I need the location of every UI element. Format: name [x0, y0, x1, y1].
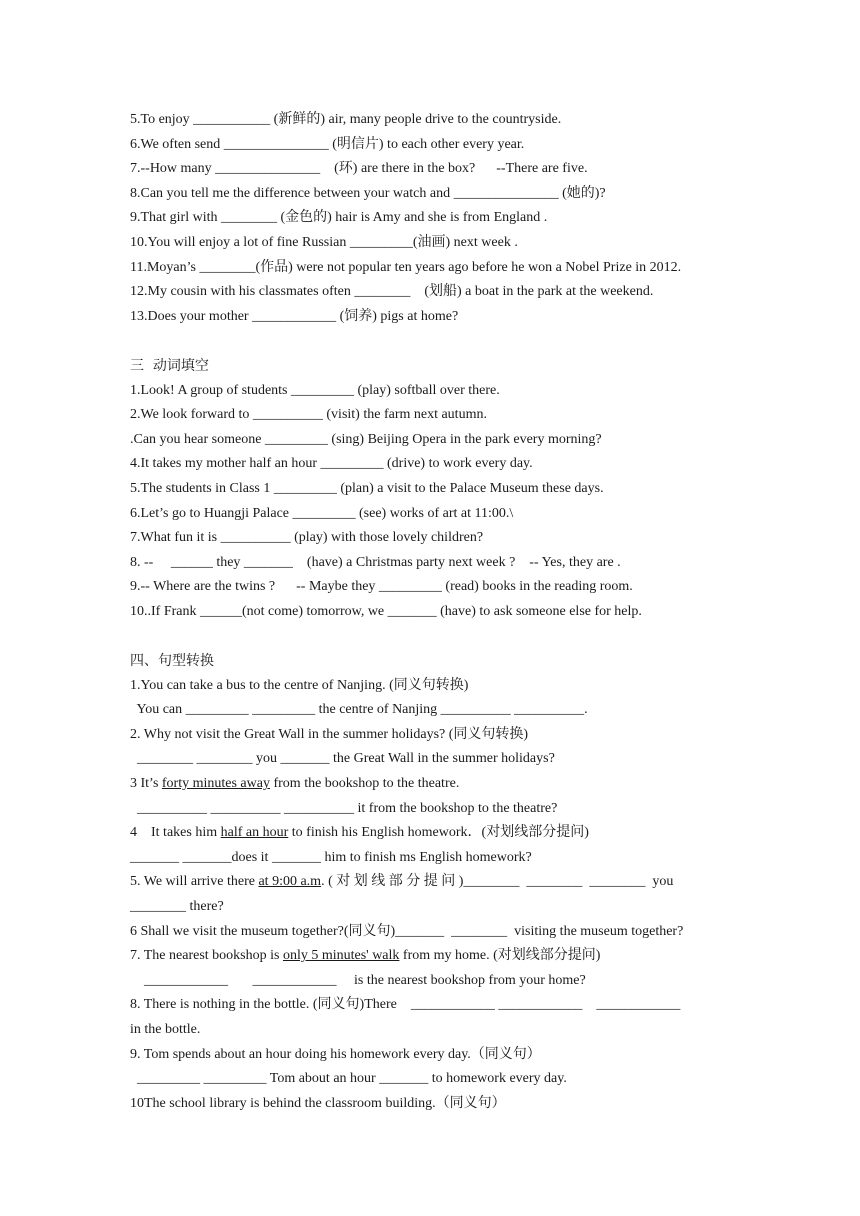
section-4-title: 四、句型转换 — [130, 653, 214, 670]
exercise-line: 13.Does your mother ____________ (饲养) pigs at home? — [130, 308, 459, 324]
text: from my home. (对划线部分提问) — [399, 948, 601, 964]
exercise-line: 5.The students in Class 1 _________ (plan) a visit to the Palace Museum these days. — [130, 480, 604, 496]
text: 3 It’s — [130, 776, 162, 792]
exercise-line: 6.Let’s go to Huangji Palace _________ (see) works of art at 11:00.\ — [130, 505, 514, 521]
section-4-list — [130, 674, 730, 1117]
text: 4 It takes him — [130, 825, 221, 841]
section-2-list — [130, 108, 730, 329]
exercise-line: 6.We often send _______________ (明信片) to each other every year. — [130, 136, 525, 152]
answer-line: in the bottle. — [130, 1021, 201, 1037]
exercise-line: 6 Shall we visit the museum together?(同义句)_______ ________ visiting the museum together? — [130, 923, 684, 939]
exercise-line: 12.My cousin with his classmates often ________ (划船) a boat in the park at the weekend. — [130, 284, 654, 300]
answer-line: ________ there? — [130, 899, 224, 914]
exercise-line: 1.Look! A group of students _________ (play) softball over there. — [130, 382, 500, 398]
text: . ( 对 划 线 部 分 提 问 )________ ________ ________ you — [321, 874, 674, 890]
spacer — [130, 329, 730, 354]
exercise-line: 10.You will enjoy a lot of fine Russian _________(油画) next week . — [130, 234, 518, 250]
underlined-phrase: at 9:00 a.m — [258, 874, 322, 890]
exercise-line: 5.To enjoy ___________ (新鲜的) air, many people drive to the countryside. — [130, 112, 562, 127]
text: to finish his English homework．(对划线部分提问) — [288, 825, 589, 841]
exercise-line — [130, 944, 730, 969]
exercise-line: 10..If Frank ______(not come) tomorrow, we _______ (have) to ask someone else for help. — [130, 603, 642, 619]
answer-line: ________ ________ you _______ the Great Wall in the summer holidays? — [130, 751, 555, 767]
exercise-line — [130, 772, 730, 797]
text: 5. We will arrive there — [130, 874, 259, 890]
text: from the bookshop to the theatre. — [269, 776, 460, 792]
exercise-line: 9.-- Where are the twins ? -- Maybe they _________ (read) books in the reading room. — [130, 579, 633, 595]
answer-line: _________ _________ Tom about an hour _______ to homework every day. — [130, 1071, 567, 1087]
exercise-line: 4.It takes my mother half an hour _________ (drive) to work every day. — [130, 456, 533, 472]
exercise-line: 11.Moyan’s ________(作品) were not popular ten years ago before he won a Nobel Prize in 2012. — [130, 259, 682, 275]
section-3-title: 三 动词填空 — [130, 357, 209, 374]
answer-line: ____________ ____________ is the nearest bookshop from your home? — [130, 972, 586, 988]
worksheet-page — [130, 108, 730, 1116]
exercise-line: 2.We look forward to __________ (visit) the farm next autumn. — [130, 407, 487, 423]
answer-line: __________ __________ __________ it from the bookshop to the theatre? — [130, 800, 558, 816]
exercise-line: .Can you hear someone _________ (sing) Beijing Opera in the park every morning? — [130, 431, 602, 447]
exercise-line: 8. There is nothing in the bottle. (同义句)There ____________ ____________ ____________ — [130, 997, 681, 1013]
underlined-phrase: forty minutes away — [161, 776, 270, 792]
exercise-line: 9. Tom spends about an hour doing his homework every day.（同义句） — [130, 1046, 541, 1062]
exercise-line: 10The school library is behind the classroom building.（同义句） — [130, 1095, 506, 1111]
exercise-line: 2. Why not visit the Great Wall in the summer holidays? (同义句转换) — [130, 726, 529, 742]
underlined-phrase: half an hour — [220, 825, 289, 841]
exercise-line: 7.What fun it is __________ (play) with those lovely children? — [130, 530, 484, 546]
exercise-line: 8. -- ______ they _______ (have) a Christmas party next week ? -- Yes, they are . — [130, 554, 621, 570]
exercise-line — [130, 821, 730, 846]
underlined-phrase: only 5 minutes' walk — [282, 948, 400, 964]
exercise-line: 7.--How many _______________ (环) are there in the box? --There are five. — [130, 161, 588, 177]
exercise-line: 8.Can you tell me the difference between your watch and _______________ (她的)? — [130, 185, 606, 201]
answer-line: You can _________ _________ the centre of Nanjing __________ __________. — [130, 702, 588, 718]
spacer — [130, 624, 730, 649]
exercise-line: 1.You can take a bus to the centre of Nanjing. (同义句转换) — [130, 677, 469, 693]
section-3-list — [130, 379, 730, 625]
answer-line: _______ _______does it _______ him to finish ms English homework? — [130, 849, 532, 865]
text: 7. The nearest bookshop is — [130, 948, 283, 964]
exercise-line: 9.That girl with ________ (金色的) hair is Amy and she is from England . — [130, 210, 548, 226]
exercise-line — [130, 870, 730, 895]
